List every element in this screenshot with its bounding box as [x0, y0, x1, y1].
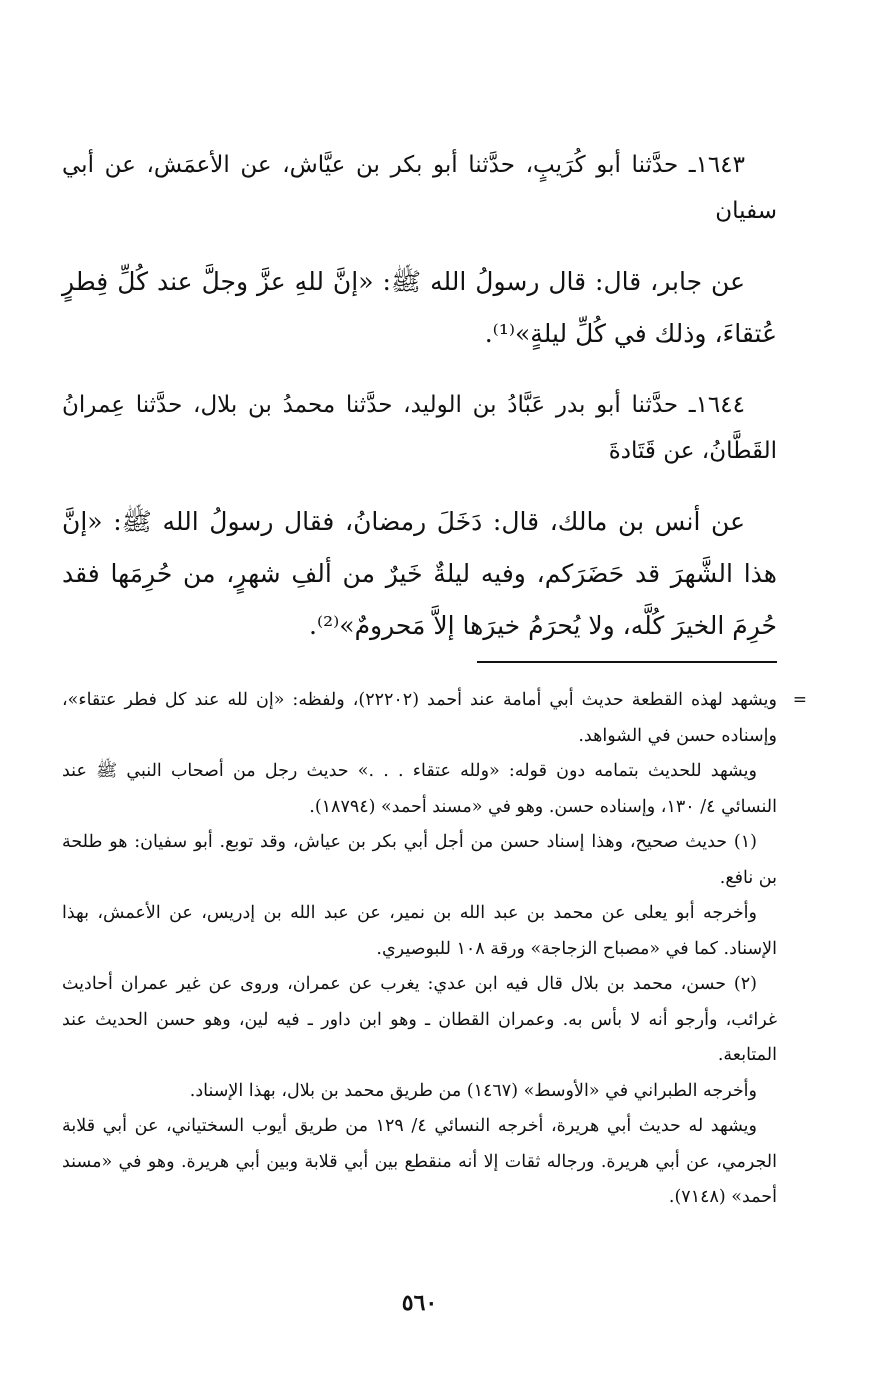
hadith-1644-body: عن أنس بن مالك، قال: دَخَلَ رمضانُ، فقال رسولُ الله ﷺ: «إنَّ هذا الشَّهرَ قد حَضَرَكم، وفيه ليلةٌ خَيرٌ من ألفِ شهرٍ، من حُرِمَها فقد حُرِمَ الخيرَ كُلَّه، ولا يُحرَمُ خيرَها إلاَّ مَحرومٌ»⁽²⁾.: [62, 507, 777, 640]
footnote-paragraph: وأخرجه أبو يعلى عن محمد بن عبد الله بن نمير، عن عبد الله بن إدريس، عن الأعمش، بهذا الإسناد. كما في «مصباح الزجاجة» ورقة ١٠٨ للبوصيري.: [62, 903, 777, 959]
footnote-text: ويشهد لهذه القطعة حديث أبي أمامة عند أحمد (٢٢٢٠٢)، ولفظه: «إن لله عند كل فطر عتقاء»، وإسناده حسن في الشواهد.: [62, 690, 777, 746]
footnotes: [62, 683, 807, 1216]
footnote-continuation: [62, 683, 807, 754]
continuation-mark: =: [792, 690, 807, 710]
footnote-separator: [477, 661, 777, 663]
hadith-1644-chain: ١٦٤٤ـ حدَّثنا أبو بدر عَبَّادُ بن الوليد، حدَّثنا محمدُ بن بلال، حدَّثنا عِمرانُ القَطَّانُ، عن قَتَادةَ: [62, 392, 777, 464]
hadith-1643-body: عن جابر، قال: قال رسولُ الله ﷺ: «إنَّ للهِ عزَّ وجلَّ عند كُلِّ فِطرٍ عُتقاءَ، وذلك في كُلِّ ليلةٍ»⁽¹⁾.: [62, 267, 777, 348]
hadith-1643-chain: ١٦٤٣ـ حدَّثنا أبو كُرَيبٍ، حدَّثنا أبو بكر بن عيَّاش، عن الأعمَش، عن أبي سفيان: [62, 152, 777, 224]
page-number: ٥٦٠: [401, 1290, 438, 1316]
footnote-paragraph: ويشهد للحديث بتمامه دون قوله: «ولله عتقاء . . .» حديث رجل من أصحاب النبي ﷺ عند النسائي ٤/ ١٣٠، وإسناده حسن. وهو في «مسند أحمد» (١٨٧٩٤).: [62, 761, 777, 817]
book-page: [62, 0, 807, 1383]
footnote-paragraph: وأخرجه الطبراني في «الأوسط» (١٤٦٧) من طريق محمد بن بلال، بهذا الإسناد.: [189, 1080, 757, 1101]
main-text: [62, 142, 777, 674]
footnote-paragraph: ويشهد له حديث أبي هريرة، أخرجه النسائي ٤/ ١٢٩ من طريق أيوب السختياني، عن أبي قلابة الجرمي، عن أبي هريرة. ورجاله ثقات إلا أنه منقطع بين أبي قلابة وبين أبي هريرة. وهو في «مسند أحمد» (٧١٤٨).: [62, 1116, 777, 1207]
footnote-1: (١) حديث صحيح، وهذا إسناد حسن من أجل أبي بكر بن عياش، وقد توبع. أبو سفيان: هو طلحة بن نافع.: [62, 832, 777, 888]
footnote-2: (٢) حسن، محمد بن بلال قال فيه ابن عدي: يغرب عن عمران، وروى عن غير عمران أحاديث غرائب، وأرجو أنه لا بأس به. وعمران القطان ـ وهو ابن داور ـ فيه لين، وهو حسن الحديث عند المتابعة.: [62, 974, 777, 1065]
